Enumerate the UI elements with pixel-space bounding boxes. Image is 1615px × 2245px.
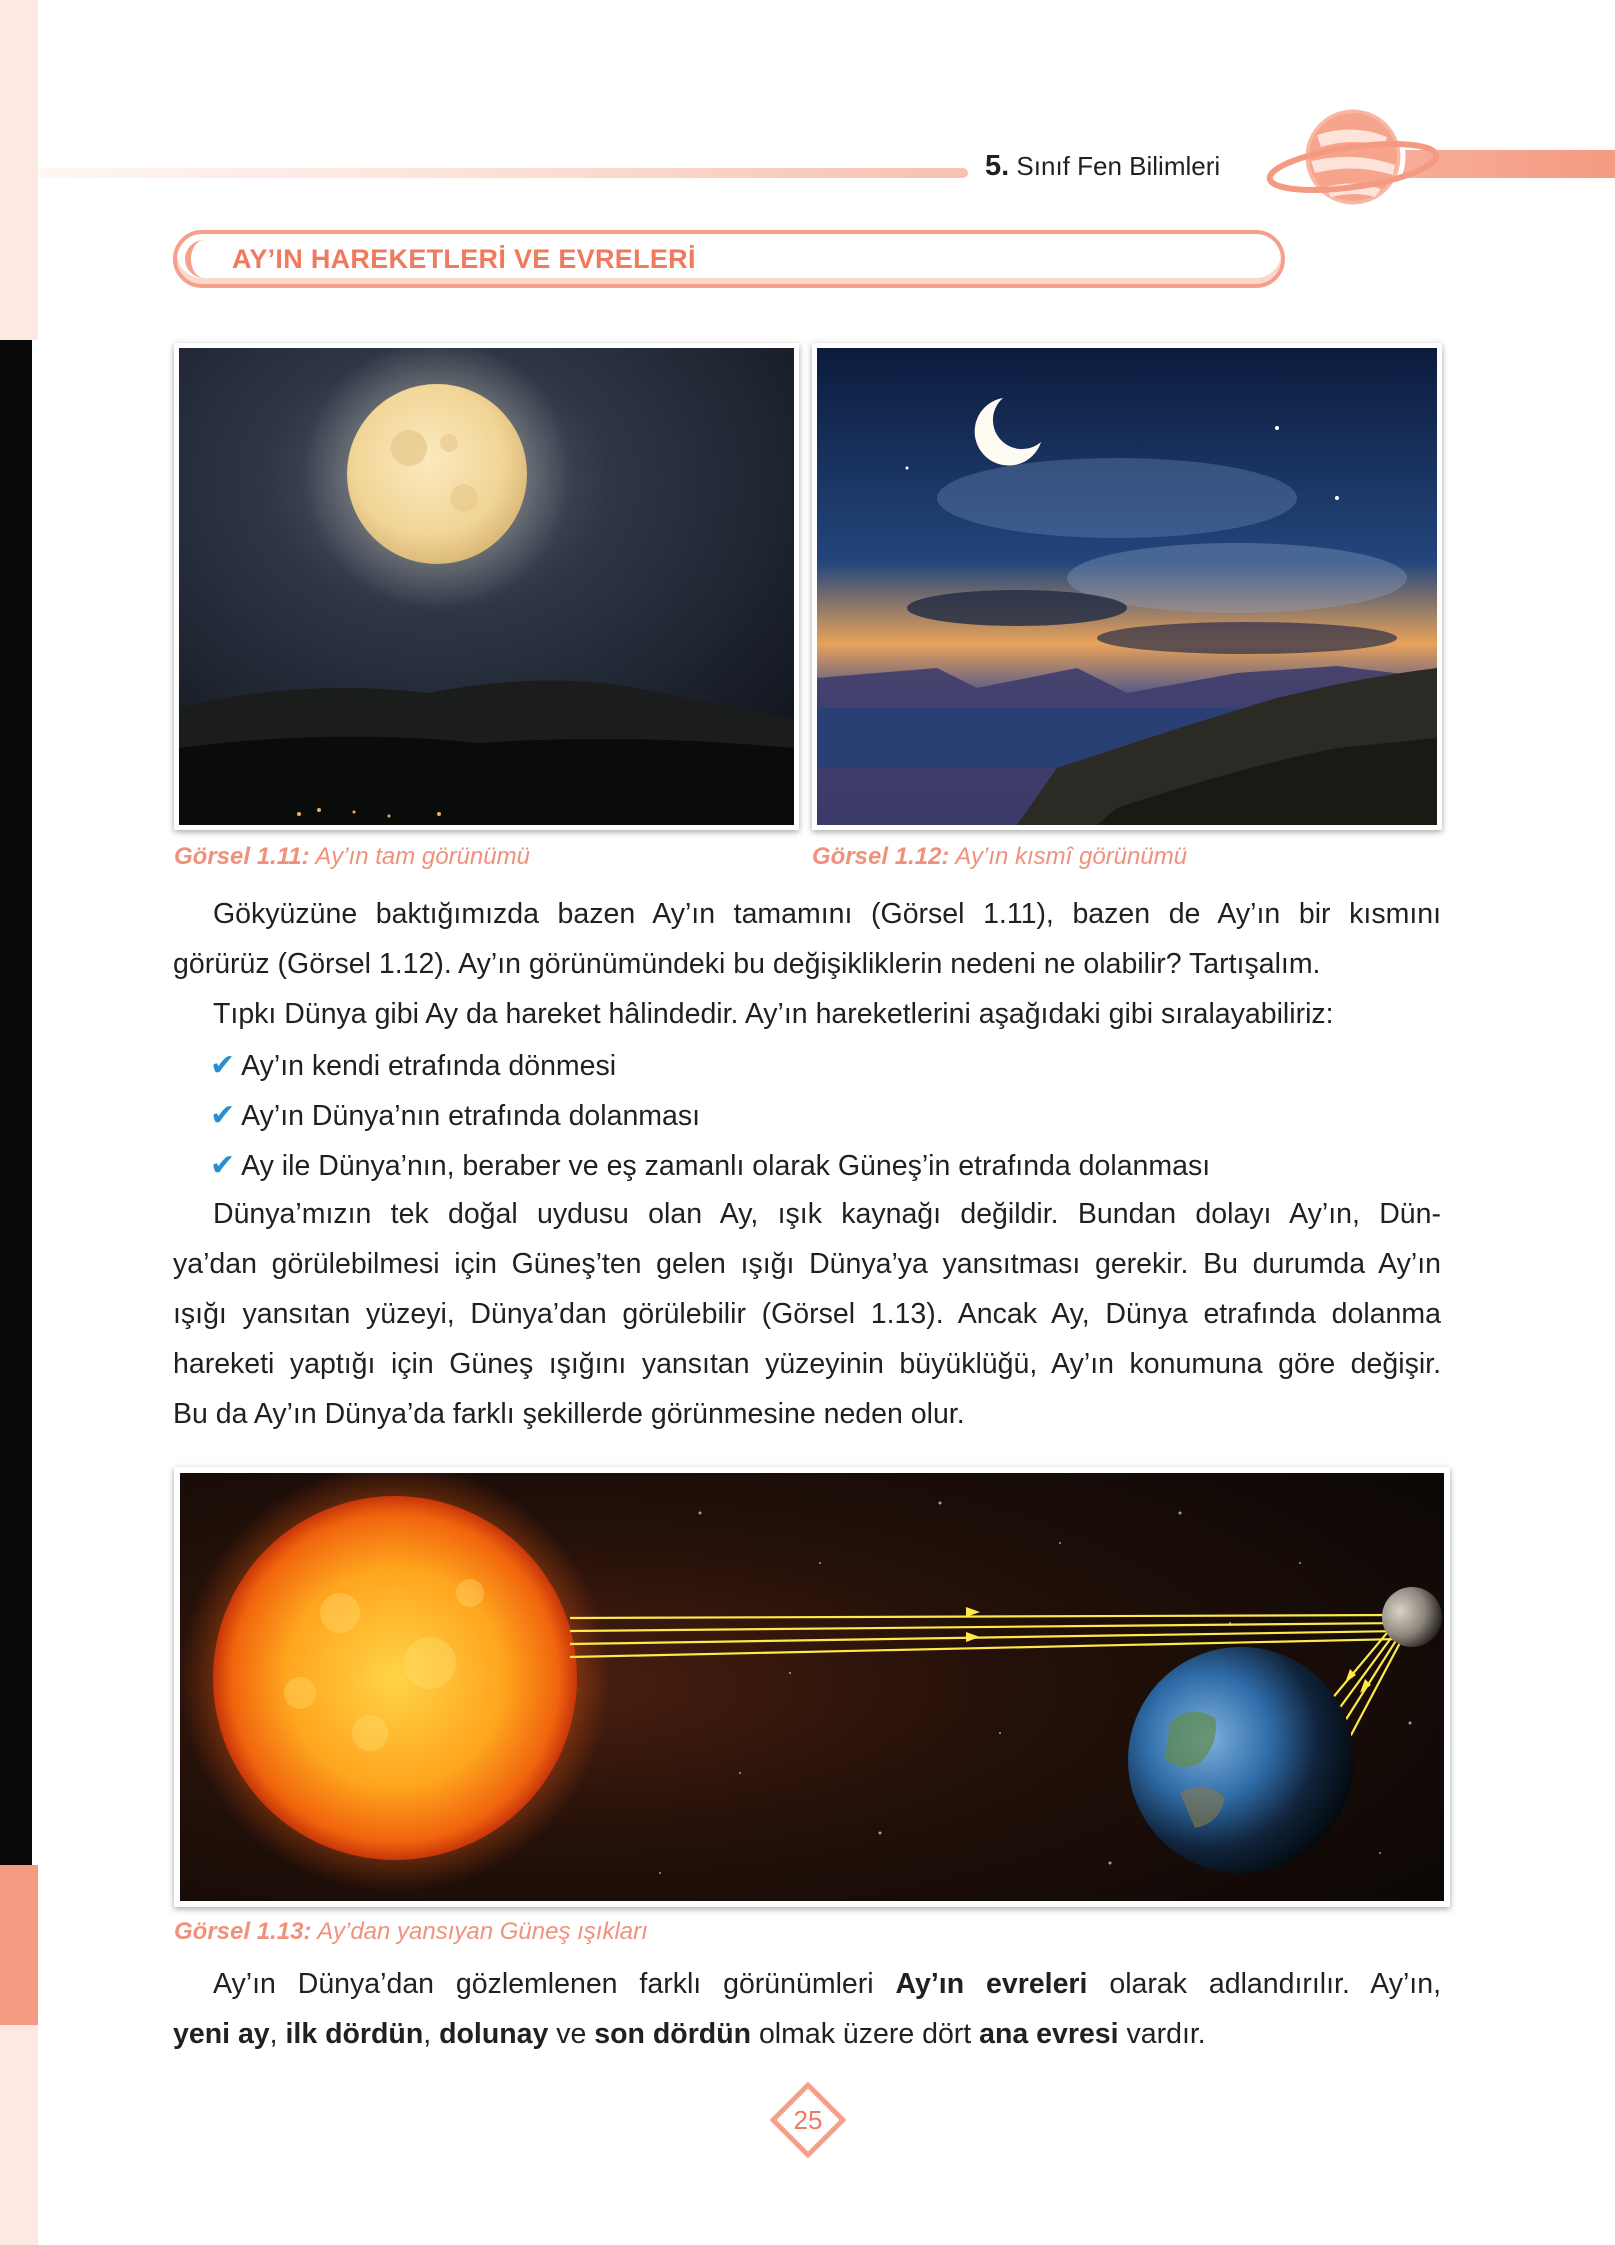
term-moon-phases: Ay’ın evreleri xyxy=(895,1968,1088,2000)
figure-crescent-moon xyxy=(812,343,1442,830)
paragraph-4-text: vardır. xyxy=(1118,2018,1206,2050)
figure-2-text: Ay’ın kısmî görünümü xyxy=(955,843,1188,870)
figure-2-caption xyxy=(812,843,1187,871)
figure-3-text: Ay’dan yansıyan Güneş ışıkları xyxy=(317,1918,648,1945)
edge-band-bottom xyxy=(0,2025,38,2245)
page-number: 25 xyxy=(793,2105,823,2135)
paragraph-4-text: olarak adlandırılır. Ay’ın, xyxy=(1087,1968,1441,2000)
paragraph-3-line-1: Dünya’mızın tek doğal uydusu olan Ay, ışık kaynağı değildir. Bundan dolayı Ay’ın, Dün- xyxy=(213,1198,1441,1230)
movement-item-1 xyxy=(210,1048,616,1083)
paragraph-4-line-2 xyxy=(173,2018,1206,2051)
planet-icon xyxy=(1265,95,1440,220)
movement-item-3-text: Ay ile Dünya’nın, beraber ve eş zamanlı olarak Güneş’in etrafında dolanması xyxy=(241,1150,1211,1182)
paragraph-3-line-5: Bu da Ay’ın Dünya’da farklı şekillerde görünmesine neden olur. xyxy=(173,1398,965,1430)
sun-earth-moon-image xyxy=(180,1473,1444,1901)
edge-band-top xyxy=(0,0,38,340)
paragraph-3-line-3: ışığı yansıtan yüzeyi, Dünya’dan görülebilir (Görsel 1.13). Ancak Ay, Dünya etrafında dolanma xyxy=(173,1298,1441,1330)
term-full-moon: dolunay xyxy=(439,2018,549,2050)
paragraph-4-text: Ay’ın Dünya’dan gözlemlenen farklı görünümleri xyxy=(213,1968,896,2000)
figure-2-label: Görsel 1.12: xyxy=(812,843,950,870)
term-first-quarter: ilk dördün xyxy=(285,2018,424,2050)
section-title: AY’IN HAREKETLERİ VE EVRELERİ xyxy=(232,244,696,274)
header-grade: 5. xyxy=(985,150,1010,182)
edge-band-salmon xyxy=(0,1865,38,2025)
figure-1-label: Görsel 1.11: xyxy=(174,843,310,870)
header-subject-name: Sınıf Fen Bilimleri xyxy=(1016,151,1221,181)
paragraph-2: Tıpkı Dünya gibi Ay da hareket hâlindedir. Ay’ın hareketlerini aşağıdaki gibi sıralayabiliriz: xyxy=(213,998,1334,1030)
checkmark-icon: ✔ xyxy=(210,1049,236,1082)
figure-sun-earth-moon xyxy=(174,1467,1450,1907)
checkmark-icon: ✔ xyxy=(210,1149,236,1182)
figure-1-text: Ay’ın tam görünümü xyxy=(315,843,530,870)
figure-1-caption xyxy=(174,843,530,871)
paragraph-4-text: , xyxy=(269,2018,286,2050)
full-moon-image xyxy=(179,348,794,825)
paragraph-1-line-1: Gökyüzüne baktığımızda bazen Ay’ın tamamını (Görsel 1.11), bazen de Ay’ın bir kısmını xyxy=(213,898,1441,930)
term-new-moon: yeni ay xyxy=(173,2018,270,2050)
paragraph-4-text: olmak üzere dört xyxy=(751,2018,980,2050)
figure-3-caption xyxy=(174,1918,648,1946)
paragraph-3-line-2: ya’dan görülebilmesi için Güneş’ten gelen ışığı Dünya’ya yansıtması gerekir. Bu durumda Ay’ın xyxy=(173,1248,1441,1280)
paragraph-3-line-4: hareketi yaptığı için Güneş ışığını yansıtan yüzeyinin büyüklüğü, Ay’ın konumuna göre değişir. xyxy=(173,1348,1441,1380)
paragraph-4-line-1 xyxy=(213,1968,1441,2001)
paragraph-1-line-2: görürüz (Görsel 1.12). Ay’ın görünümündeki bu değişikliklerin nedeni ne olabilir? Tartışalım. xyxy=(173,948,1321,980)
figure-full-moon xyxy=(174,343,799,830)
movement-item-1-text: Ay’ın kendi etrafında dönmesi xyxy=(241,1050,617,1082)
movement-item-2-text: Ay’ın Dünya’nın etrafında dolanması xyxy=(241,1100,701,1132)
movement-item-3 xyxy=(210,1148,1210,1183)
movement-item-2 xyxy=(210,1098,700,1133)
term-main-phases: ana evresi xyxy=(979,2018,1119,2050)
crescent-moon-image xyxy=(817,348,1437,825)
term-last-quarter: son dördün xyxy=(594,2018,752,2050)
paragraph-4-text: , xyxy=(423,2018,440,2050)
header-rule xyxy=(38,168,968,178)
figure-3-label: Görsel 1.13: xyxy=(174,1918,312,1945)
paragraph-4-text: ve xyxy=(548,2018,595,2050)
header-subject xyxy=(985,150,1220,183)
checkmark-icon: ✔ xyxy=(210,1099,236,1132)
edge-band-black xyxy=(0,340,32,1865)
